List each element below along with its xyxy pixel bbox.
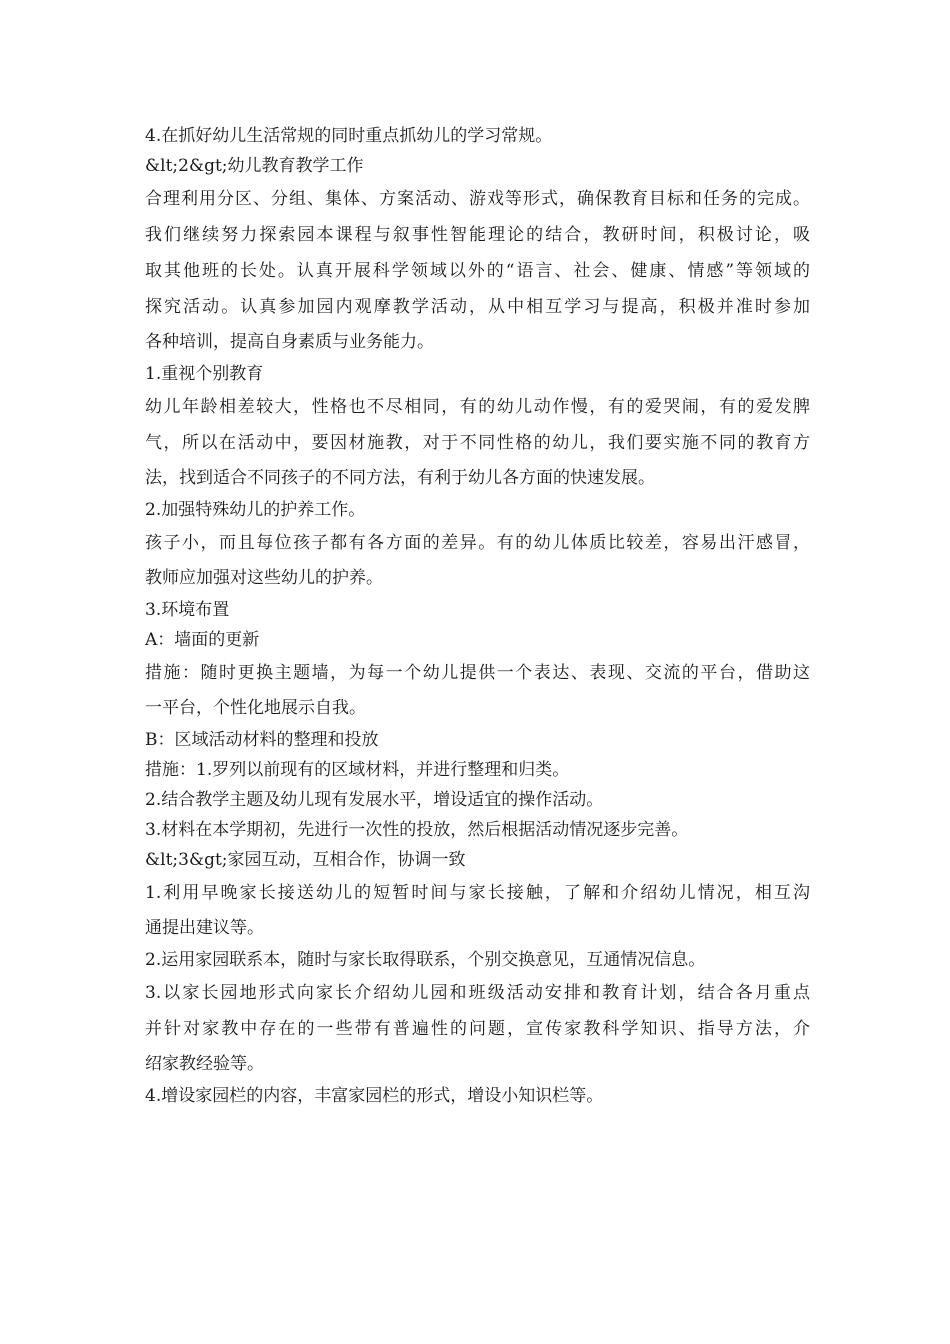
text-line: 4.增设家园栏的内容，丰富家园栏的形式，增设小知识栏等。 [145,1086,604,1106]
text-line: 2.结合教学主题及幼儿现有发展水平，增设适宜的操作活动。 [145,790,604,810]
text-line: 孩子小，而且每位孩子都有各方面的差异。有的幼儿体质比较差，容易出汗感冒， [145,533,810,553]
text-line: 措施：随时更换主题墙，为每一个幼儿提供一个表达、表现、交流的平台，借助这 [145,663,810,683]
text-line: 我们继续努力探索园本课程与叙事性智能理论的结合，教研时间，积极讨论，吸 [145,225,810,245]
text-line: 法，找到适合不同孩子的不同方法，有利于幼儿各方面的快速发展。 [145,468,655,488]
text-line: 3.以家长园地形式向家长介绍幼儿园和班级活动安排和教育计划，结合各月重点 [145,983,810,1003]
text-line: 一平台，个性化地展示自我。 [145,698,366,718]
text-line: 2.运用家园联系本，随时与家长取得联系，个别交换意见，互通情况信息。 [145,950,706,970]
section-heading: 1.重视个别教育 [145,364,264,384]
text-line: 教师应加强对这些幼儿的护养。 [145,568,383,588]
text-line: 取其他班的长处。认真开展科学领域以外的“语言、社会、健康、情感”等领域的 [145,261,810,281]
section-heading: 3.环境布置 [145,600,230,620]
text-line: 通提出建议等。 [145,918,264,938]
document-body [145,121,810,1111]
text-line: 探究活动。认真参加园内观摩教学活动，从中相互学习与提高，积极并准时参加 [145,297,810,317]
text-line: 绍家教经验等。 [145,1054,264,1074]
text-line: 幼儿年龄相差较大，性格也不尽相同，有的幼儿动作慢，有的爱哭闹，有的爱发脾 [145,397,810,417]
text-line: 合理利用分区、分组、集体、方案活动、游戏等形式，确保教育目标和任务的完成。 [145,189,810,209]
text-line: 措施：1.罗列以前现有的区域材料，并进行整理和归类。 [145,760,570,780]
section-heading: &lt;2&gt;幼儿教育教学工作 [145,156,364,176]
section-heading: &lt;3&gt;家园互动，互相合作，协调一致 [145,850,466,870]
text-line: 并针对家教中存在的一些带有普遍性的问题，宣传家教科学知识、指导方法，介 [145,1019,810,1039]
text-line: 各种培训，提高自身素质与业务能力。 [145,332,434,352]
section-heading: 2.加强特殊幼儿的护养工作。 [145,500,366,520]
subsection-heading: B：区域活动材料的整理和投放 [145,730,379,750]
text-line: 1.利用早晚家长接送幼儿的短暂时间与家长接触，了解和介绍幼儿情况，相互沟 [145,883,810,903]
text-line: 3.材料在本学期初，先进行一次性的投放，然后根据活动情况逐步完善。 [145,820,689,840]
subsection-heading: A：墙面的更新 [145,630,260,650]
text-line: 4.在抓好幼儿生活常规的同时重点抓幼儿的学习常规。 [145,126,553,146]
text-line: 气，所以在活动中，要因材施教，对于不同性格的幼儿，我们要实施不同的教育方 [145,433,810,453]
